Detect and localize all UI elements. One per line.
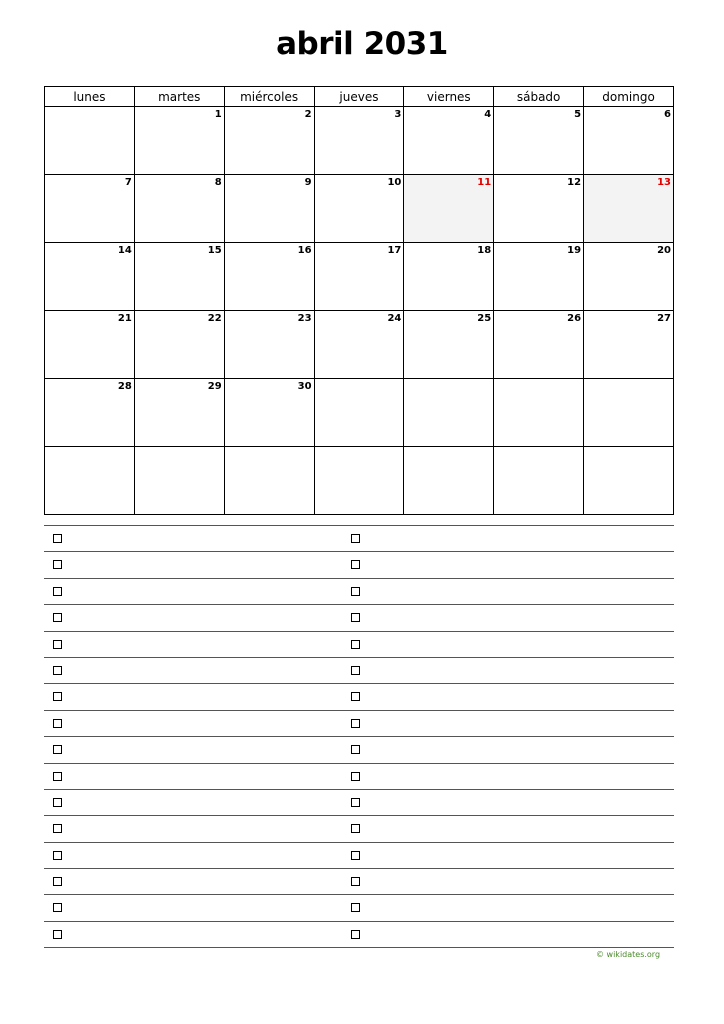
day-number: 11 [477, 177, 492, 188]
calendar-week-row [45, 107, 674, 175]
day-number: 24 [387, 313, 402, 324]
checkbox-icon[interactable] [53, 666, 62, 675]
day-number: 23 [297, 313, 312, 324]
task-row [44, 764, 674, 790]
day-number [315, 379, 404, 381]
day-number [494, 379, 583, 381]
calendar-day-cell[interactable] [45, 447, 135, 515]
calendar-day-cell[interactable] [584, 311, 674, 379]
calendar-day-cell[interactable] [584, 447, 674, 515]
task-row [44, 552, 674, 578]
weekday-header: lunes [45, 87, 135, 107]
checkbox-icon[interactable] [53, 877, 62, 886]
calendar-day-cell[interactable] [224, 107, 314, 175]
calendar-day-cell[interactable] [584, 379, 674, 447]
calendar-week-row [45, 175, 674, 243]
day-number: 10 [387, 177, 402, 188]
checkbox-icon[interactable] [351, 824, 360, 833]
calendar-day-cell[interactable] [404, 243, 494, 311]
day-number [45, 107, 134, 109]
calendar-day-cell[interactable] [224, 243, 314, 311]
day-number: 5 [574, 109, 582, 120]
calendar-day-cell[interactable] [404, 379, 494, 447]
day-number [584, 447, 673, 449]
calendar-day-cell[interactable] [45, 243, 135, 311]
checkbox-icon[interactable] [351, 930, 360, 939]
day-number: 9 [304, 177, 312, 188]
day-number: 30 [297, 381, 312, 392]
task-row [44, 869, 674, 895]
day-number: 4 [484, 109, 492, 120]
calendar-day-cell[interactable] [404, 447, 494, 515]
page-title: abril 2031 [276, 26, 448, 62]
calendar-day-cell[interactable] [134, 311, 224, 379]
calendar-day-cell[interactable] [134, 447, 224, 515]
task-row [44, 526, 674, 552]
calendar-day-cell[interactable] [314, 311, 404, 379]
task-row [44, 684, 674, 710]
checkbox-icon[interactable] [53, 851, 62, 860]
weekday-header: miércoles [224, 87, 314, 107]
checkbox-icon[interactable] [53, 560, 62, 569]
checkbox-icon[interactable] [351, 745, 360, 754]
checkbox-icon[interactable] [351, 772, 360, 781]
checkbox-icon[interactable] [53, 903, 62, 912]
calendar-day-cell[interactable] [404, 175, 494, 243]
checkbox-icon[interactable] [53, 719, 62, 728]
checkbox-icon[interactable] [351, 640, 360, 649]
calendar-day-cell[interactable] [494, 447, 584, 515]
calendar-day-cell[interactable] [45, 379, 135, 447]
checkbox-icon[interactable] [351, 877, 360, 886]
checkbox-icon[interactable] [351, 719, 360, 728]
checkbox-icon[interactable] [351, 903, 360, 912]
task-row [44, 605, 674, 631]
calendar-day-cell[interactable] [224, 379, 314, 447]
calendar-day-cell[interactable] [494, 243, 584, 311]
calendar-day-cell[interactable] [134, 379, 224, 447]
calendar-day-cell[interactable] [45, 107, 135, 175]
day-number: 16 [297, 245, 312, 256]
checkbox-icon[interactable] [53, 692, 62, 701]
checkbox-icon[interactable] [53, 798, 62, 807]
day-number [45, 447, 134, 449]
day-number: 17 [387, 245, 402, 256]
task-row [44, 632, 674, 658]
calendar-day-cell[interactable] [45, 175, 135, 243]
day-number: 2 [304, 109, 312, 120]
day-number: 28 [117, 381, 132, 392]
checkbox-icon[interactable] [53, 745, 62, 754]
day-number: 7 [124, 177, 132, 188]
calendar-day-cell[interactable] [314, 175, 404, 243]
task-row [44, 579, 674, 605]
day-number: 26 [567, 313, 582, 324]
task-row [44, 895, 674, 921]
day-number [584, 379, 673, 381]
task-row [44, 658, 674, 684]
day-number [315, 447, 404, 449]
task-row [44, 843, 674, 869]
calendar-day-cell[interactable] [584, 243, 674, 311]
checkbox-icon[interactable] [53, 772, 62, 781]
calendar-week-row [45, 379, 674, 447]
calendar-day-cell[interactable] [224, 311, 314, 379]
checkbox-icon[interactable] [351, 692, 360, 701]
calendar-day-cell[interactable] [404, 311, 494, 379]
calendar-day-cell[interactable] [224, 447, 314, 515]
calendar-day-cell[interactable] [134, 175, 224, 243]
day-number: 3 [394, 109, 402, 120]
day-number [404, 379, 493, 381]
calendar-day-cell[interactable] [224, 175, 314, 243]
day-number: 8 [214, 177, 222, 188]
day-number: 12 [567, 177, 582, 188]
day-number [494, 447, 583, 449]
task-list [44, 525, 674, 948]
day-number: 14 [117, 245, 132, 256]
checkbox-icon[interactable] [351, 613, 360, 622]
calendar-day-cell[interactable] [494, 379, 584, 447]
calendar-day-cell[interactable] [45, 311, 135, 379]
calendar-day-cell[interactable] [134, 107, 224, 175]
weekday-header: domingo [584, 87, 674, 107]
day-number: 29 [207, 381, 222, 392]
calendar-week-row [45, 243, 674, 311]
checkbox-icon[interactable] [53, 534, 62, 543]
calendar-day-cell[interactable] [314, 447, 404, 515]
calendar-week-row [45, 447, 674, 515]
checkbox-icon[interactable] [351, 587, 360, 596]
weekday-header: viernes [404, 87, 494, 107]
calendar-week-row [45, 311, 674, 379]
day-number: 15 [207, 245, 222, 256]
checkbox-icon[interactable] [53, 640, 62, 649]
weekday-header: sábado [494, 87, 584, 107]
day-number [135, 447, 224, 449]
task-row [44, 711, 674, 737]
day-number [225, 447, 314, 449]
weekday-header-row [45, 87, 674, 107]
calendar-day-cell[interactable] [494, 107, 584, 175]
checkbox-icon[interactable] [351, 798, 360, 807]
checkbox-icon[interactable] [53, 587, 62, 596]
calendar-day-cell[interactable] [584, 175, 674, 243]
calendar-day-cell[interactable] [404, 107, 494, 175]
checkbox-icon[interactable] [351, 560, 360, 569]
checkbox-icon[interactable] [53, 824, 62, 833]
day-number: 19 [567, 245, 582, 256]
calendar-day-cell[interactable] [584, 107, 674, 175]
calendar-day-cell[interactable] [134, 243, 224, 311]
calendar-day-cell[interactable] [494, 175, 584, 243]
checkbox-icon[interactable] [53, 930, 62, 939]
task-row [44, 816, 674, 842]
day-number: 1 [214, 109, 222, 120]
weekday-header: martes [134, 87, 224, 107]
day-number: 27 [657, 313, 671, 324]
day-number: 22 [207, 313, 222, 324]
day-number: 13 [657, 177, 671, 188]
task-row [44, 737, 674, 763]
day-number: 20 [657, 245, 671, 256]
calendar-grid [44, 86, 674, 515]
checkbox-icon[interactable] [351, 666, 360, 675]
checkbox-icon[interactable] [351, 851, 360, 860]
checkbox-icon[interactable] [53, 613, 62, 622]
day-number: 21 [117, 313, 132, 324]
calendar-day-cell[interactable] [314, 379, 404, 447]
calendar-day-cell[interactable] [314, 107, 404, 175]
day-number: 18 [477, 245, 492, 256]
footer-credit: © wikidates.org [596, 950, 661, 959]
task-row [44, 790, 674, 816]
calendar-day-cell[interactable] [494, 311, 584, 379]
checkbox-icon[interactable] [351, 534, 360, 543]
day-number: 6 [664, 109, 671, 120]
weekday-header: jueves [314, 87, 404, 107]
day-number [404, 447, 493, 449]
day-number: 25 [477, 313, 492, 324]
task-row [44, 922, 674, 948]
calendar-day-cell[interactable] [314, 243, 404, 311]
